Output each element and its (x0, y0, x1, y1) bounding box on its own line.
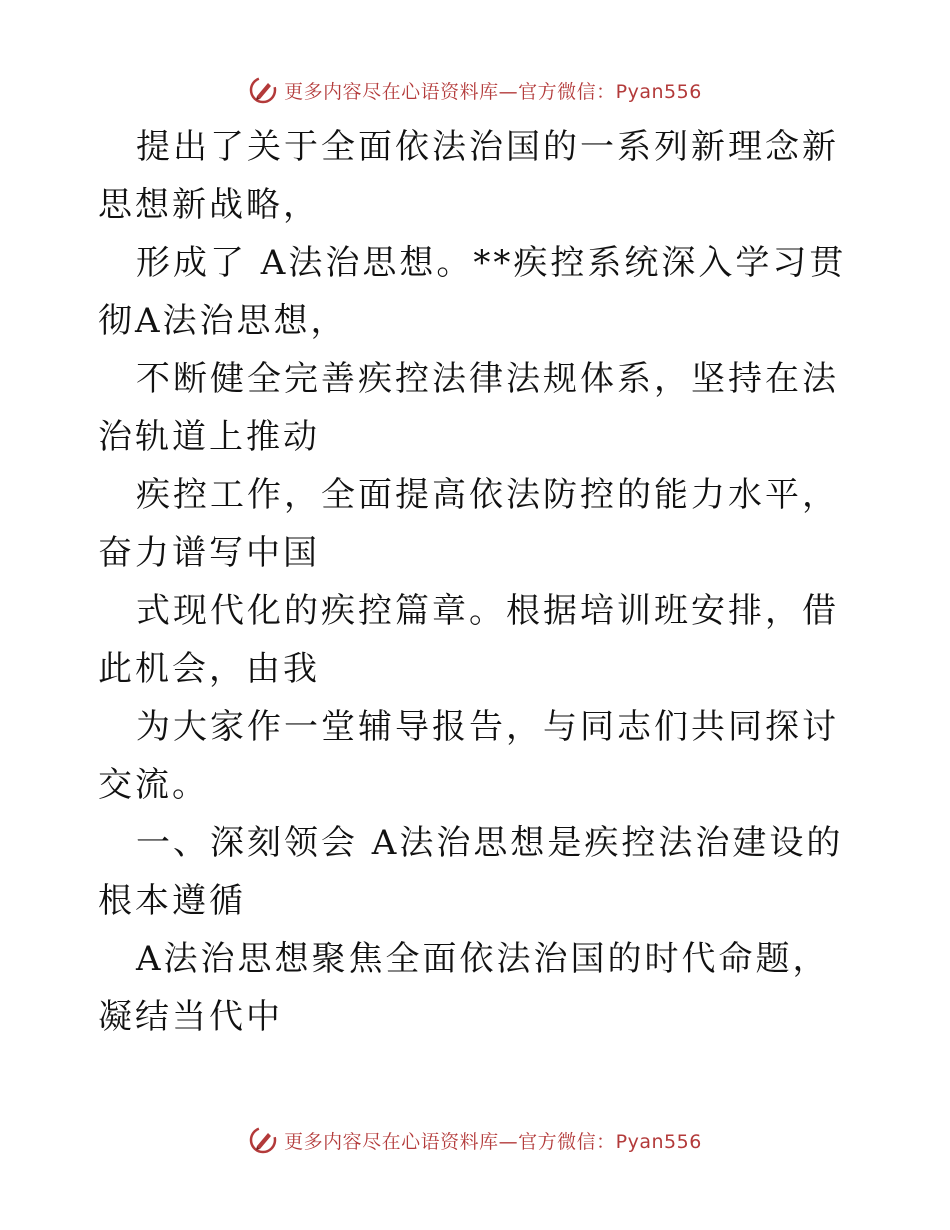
paragraph-1: 提出了关于全面依法治国的一系列新理念新思想新战略， (98, 127, 839, 225)
paragraph-5: 式现代化的疾控篇章。根据培训班安排，借此机会，由我 (98, 591, 839, 689)
pen-swirl-logo-icon (248, 1125, 278, 1155)
watermark-text: 更多内容尽在心语资料库—官方微信：Pyan556 (284, 80, 702, 103)
header-watermark (0, 70, 950, 110)
section-heading: 一、深刻领会 A法治思想是疾控法治建设的根本遵循 (98, 823, 844, 921)
paragraph-8: A法治思想聚焦全面依法治国的时代命题，凝结当代中 (98, 939, 830, 1037)
pen-swirl-logo-icon (248, 75, 278, 105)
paragraph-2: 形成了 A法治思想。**疾控系统深入学习贯彻A法治思想， (98, 243, 847, 341)
paragraph-3: 不断健全完善疾控法律法规体系，坚持在法治轨道上推动 (98, 359, 839, 457)
watermark-text: 更多内容尽在心语资料库—官方微信：Pyan556 (284, 1130, 702, 1153)
document-body (98, 118, 858, 1046)
footer-watermark (0, 1120, 950, 1160)
paragraph-6: 为大家作一堂辅导报告，与同志们共同探讨交流。 (98, 707, 839, 805)
paragraph-4: 疾控工作，全面提高依法防控的能力水平，奋力谱写中国 (98, 475, 839, 573)
